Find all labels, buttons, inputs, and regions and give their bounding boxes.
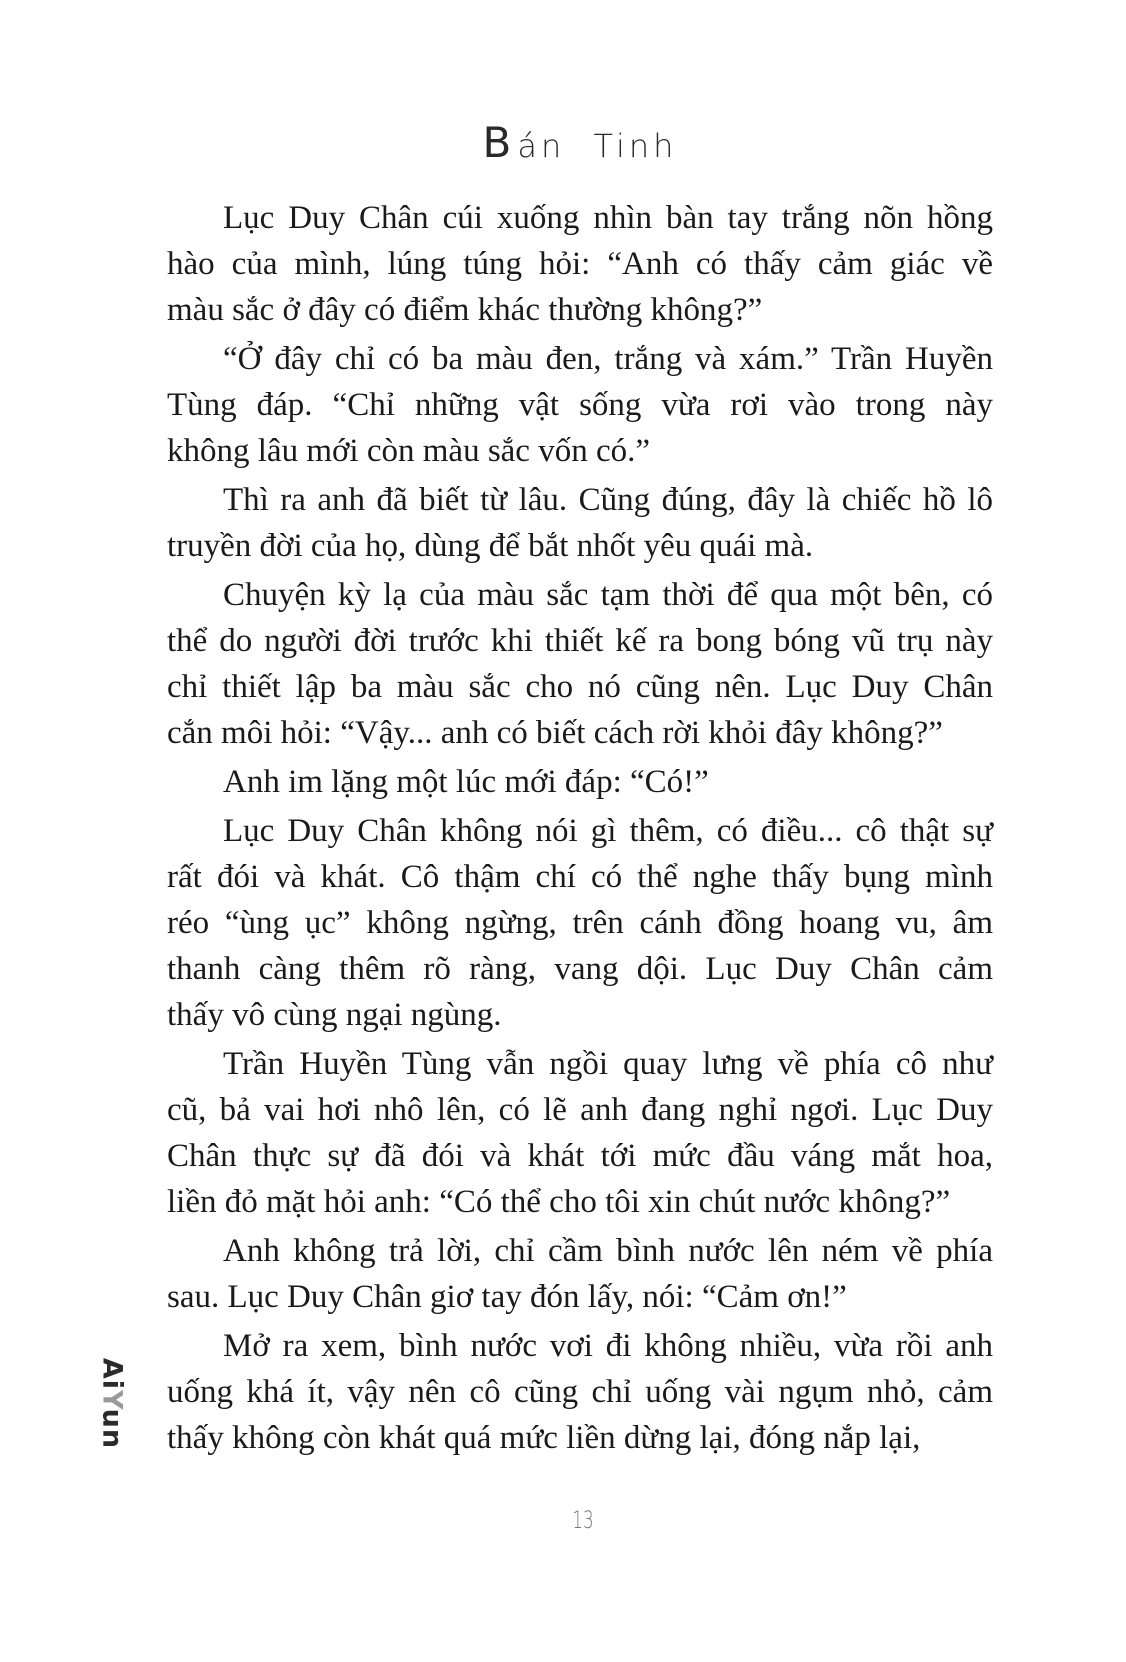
paragraph	[167, 1323, 993, 1461]
text-line: truyền đời của họ, dùng để bắt nhốt yêu quái mà.	[167, 528, 814, 564]
text-line: réo “ùng ục” không ngừng, trên cánh đồng hoang vu, âm	[167, 905, 993, 941]
text-line: liền đỏ mặt hỏi anh: “Có thể cho tôi xin chút nước không?”	[167, 1184, 951, 1220]
logo-part-ai: Ai	[96, 1357, 128, 1391]
text-line: không lâu mới còn màu sắc vốn có.”	[167, 433, 650, 469]
paragraph	[167, 195, 993, 333]
running-title-rest: án Tinh	[517, 127, 678, 165]
text-line: chỉ thiết lập ba màu sắc cho nó cũng nên. Lục Duy Chân	[167, 669, 993, 705]
paragraph	[167, 477, 993, 569]
paragraph	[167, 808, 993, 1038]
text-line: màu sắc ở đây có điểm khác thường không?”	[167, 292, 763, 328]
text-line: Tùng đáp. “Chỉ những vật sống vừa rơi vào trong này	[167, 387, 993, 423]
text-line: Anh im lặng một lúc mới đáp: “Có!”	[223, 764, 709, 800]
text-line: thấy không còn khát quá mức liền dừng lại, đóng nắp lại,	[167, 1420, 921, 1456]
running-title-initial: B	[482, 118, 518, 167]
text-line: cũ, bả vai hơi nhô lên, có lẽ anh đang nghỉ ngơi. Lục Duy	[167, 1092, 993, 1128]
text-line: Chân thực sự đã đói và khát tới mức đầu váng mắt hoa,	[167, 1138, 993, 1174]
logo-part-y: Y	[96, 1390, 128, 1409]
text-line: thanh càng thêm rõ ràng, vang dội. Lục Duy Chân cảm	[167, 951, 993, 987]
paragraph	[167, 1228, 993, 1320]
text-line: rất đói và khát. Cô thậm chí có thể nghe thấy bụng mình	[167, 859, 993, 895]
text-line: uống khá ít, vậy nên cô cũng chỉ uống vài ngụm nhỏ, cảm	[167, 1374, 993, 1410]
page-number: 13	[572, 1506, 594, 1534]
publisher-logo	[94, 1356, 130, 1456]
logo-part-un: un	[96, 1408, 128, 1450]
paragraph	[167, 336, 993, 474]
text-line: Thì ra anh đã biết từ lâu. Cũng đúng, đây là chiếc hồ lô	[223, 482, 993, 518]
text-line: Mở ra xem, bình nước vơi đi không nhiều, vừa rồi anh	[223, 1328, 993, 1364]
running-title	[0, 118, 1126, 167]
text-line: thể do người đời trước khi thiết kế ra bong bóng vũ trụ này	[167, 623, 993, 659]
text-line: Chuyện kỳ lạ của màu sắc tạm thời để qua một bên, có	[223, 577, 993, 613]
text-line: Anh không trả lời, chỉ cầm bình nước lên ném về phía	[223, 1233, 993, 1269]
text-line: Trần Huyền Tùng vẫn ngồi quay lưng về phía cô như	[223, 1046, 993, 1082]
text-line: cắn môi hỏi: “Vậy... anh có biết cách rời khỏi đây không?”	[167, 715, 943, 751]
paragraph	[167, 759, 993, 805]
paragraph	[167, 1041, 993, 1225]
text-line: Lục Duy Chân không nói gì thêm, có điều... cô thật sự	[223, 813, 993, 849]
text-line: hào của mình, lúng túng hỏi: “Anh có thấy cảm giác về	[167, 246, 993, 282]
text-line: thấy vô cùng ngại ngùng.	[167, 997, 502, 1033]
text-line: “Ở đây chỉ có ba màu đen, trắng và xám.” Trần Huyền	[223, 341, 993, 377]
text-line: sau. Lục Duy Chân giơ tay đón lấy, nói: “Cảm ơn!”	[167, 1279, 847, 1315]
body-text	[167, 195, 993, 1464]
text-line: Lục Duy Chân cúi xuống nhìn bàn tay trắng nõn hồng	[223, 200, 993, 236]
logo-wordmark	[97, 1354, 128, 1454]
paragraph	[167, 572, 993, 756]
